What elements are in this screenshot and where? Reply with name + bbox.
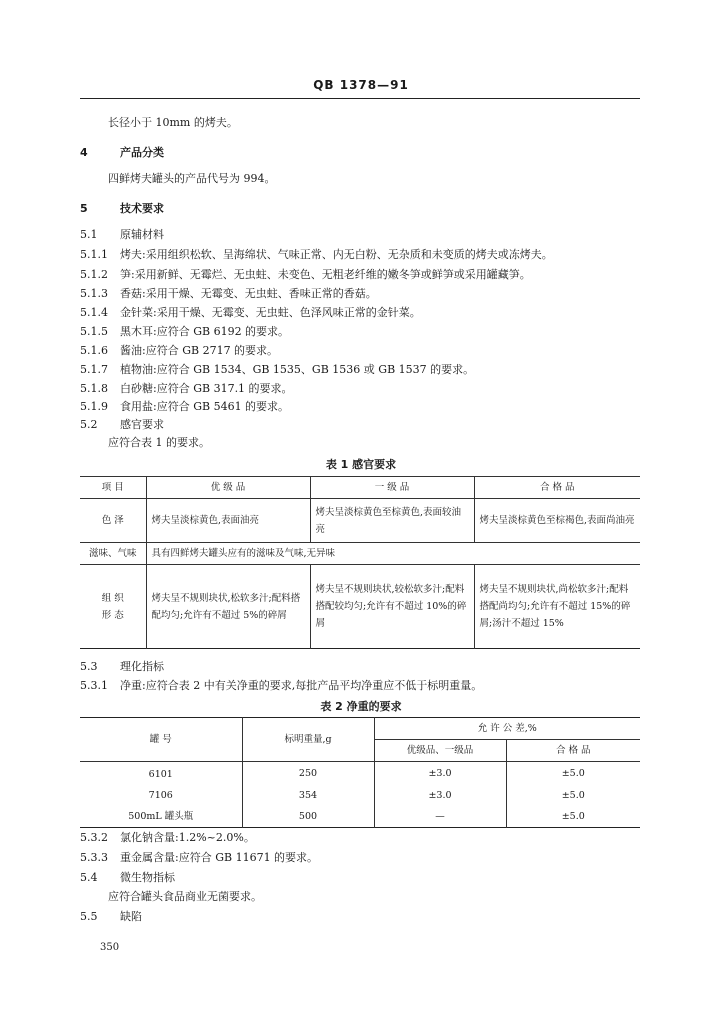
table-row bbox=[80, 499, 640, 543]
table-cell: 烤夫呈不规则块状,较松软多汁;配料搭配较均匀;允许有不超过 10%的碎屑 bbox=[310, 565, 474, 649]
clause-5-3-1: 5.3.1 净重:应符合表 2 中有关净重的要求,每批产品平均净重应不低于标明重量。 bbox=[80, 679, 483, 692]
clause-5-3-3: 5.3.3 重金属含量:应符合 GB 11671 的要求。 bbox=[80, 851, 319, 864]
cell-weight: 250 bbox=[242, 762, 374, 786]
cell-tol1: — bbox=[374, 806, 506, 828]
table-row bbox=[80, 785, 640, 806]
cell-weight: 500 bbox=[242, 806, 374, 828]
table2-caption: 表 2 净重的要求 bbox=[320, 700, 402, 713]
cell-tol2: ±5.0 bbox=[506, 785, 640, 806]
header-qualified: 合 格 品 bbox=[474, 477, 640, 499]
table-cell: 烤夫呈淡棕黄色至棕黄色,表面较油亮 bbox=[310, 499, 474, 543]
table-cell: 烤夫呈淡棕黄色至棕褐色,表面尚油亮 bbox=[474, 499, 640, 543]
clause-5-1-7: 5.1.7 植物油:应符合 GB 1534、GB 1535、GB 1536 或 GB 1537 的要求。 bbox=[80, 363, 475, 376]
cell-tol2: ±5.0 bbox=[506, 806, 640, 828]
clause-5-1-8: 5.1.8 白砂糖:应符合 GB 317.1 的要求。 bbox=[80, 382, 293, 395]
clause-5-1-6: 5.1.6 酱油:应符合 GB 2717 的要求。 bbox=[80, 344, 279, 357]
clause-5-4: 5.4 微生物指标 bbox=[80, 871, 175, 884]
standard-header: QB 1378—91 bbox=[313, 78, 409, 92]
header-tol-qualified: 合 格 品 bbox=[506, 740, 640, 762]
header-tol-premium: 优级品、一级品 bbox=[374, 740, 506, 762]
header-premium: 优 级 品 bbox=[146, 477, 310, 499]
cell-weight: 354 bbox=[242, 785, 374, 806]
clause-5-1-4: 5.1.4 金针菜:采用干燥、无霉变、无虫蛀、色泽风味正常的金针菜。 bbox=[80, 306, 421, 319]
clause-5-1-5: 5.1.5 黑木耳:应符合 GB 6192 的要求。 bbox=[80, 325, 290, 338]
table-header-row bbox=[80, 477, 640, 499]
clause-5-2: 5.2 感官要求 bbox=[80, 418, 164, 431]
text-line: 长径小于 10mm 的烤夫。 bbox=[108, 116, 238, 129]
text-line: 应符合罐头食品商业无菌要求。 bbox=[108, 890, 262, 903]
clause-5-5: 5.5 缺陷 bbox=[80, 910, 142, 923]
clause-5-1-2: 5.1.2 笋:采用新鲜、无霉烂、无虫蛀、未变色、无粗老纤维的嫩冬笋或鲜笋或采用罐藏笋。 bbox=[80, 268, 531, 281]
page-number: 350 bbox=[100, 942, 120, 953]
table-row bbox=[80, 565, 640, 649]
table-cell: 烤夫呈淡棕黄色,表面油亮 bbox=[146, 499, 310, 543]
clause-5-1-3: 5.1.3 香菇:采用干燥、无霉变、无虫蛀、香味正常的香菇。 bbox=[80, 287, 377, 300]
cell-can: 500mL 罐头瓶 bbox=[128, 811, 194, 822]
table-row bbox=[80, 543, 640, 565]
clause-5-1-1: 5.1.1 烤夫:采用组织松软、呈海绵状、气味正常、内无白粉、无杂质和未变质的烤夫或冻烤夫。 bbox=[80, 248, 553, 261]
table-cell: 烤夫呈不规则块状,尚松软多汁;配料搭配尚均匀;允许有不超过 15%的碎屑;汤汁不超过 15% bbox=[474, 565, 640, 649]
section-heading-5: 5 技术要求 bbox=[80, 202, 164, 215]
row-label: 组 织 形 态 bbox=[101, 592, 124, 621]
table1-caption: 表 1 感官要求 bbox=[325, 458, 397, 471]
clause-5-3: 5.3 理化指标 bbox=[80, 660, 164, 673]
header-tolerance: 允 许 公 差,% bbox=[374, 718, 640, 740]
table-cell-merged: 具有四鲜烤夫罐头应有的滋味及气味,无异味 bbox=[146, 543, 640, 565]
cell-tol2: ±5.0 bbox=[506, 762, 640, 786]
cell-can: 7106 bbox=[148, 790, 173, 801]
text-line: 应符合表 1 的要求。 bbox=[108, 436, 210, 449]
table-cell: 烤夫呈不规则块状,松软多汁;配料搭配均匀;允许有不超过 5%的碎屑 bbox=[146, 565, 310, 649]
text-line: 四鲜烤夫罐头的产品代号为 994。 bbox=[108, 172, 276, 185]
header-weight: 标明重量,g bbox=[242, 718, 374, 762]
table-header-row bbox=[80, 718, 640, 740]
header-first-grade: 一 级 品 bbox=[310, 477, 474, 499]
table-sensory bbox=[80, 476, 640, 649]
section-heading-4: 4 产品分类 bbox=[80, 146, 164, 159]
row-label: 滋味、气味 bbox=[88, 548, 137, 559]
clause-5-3-2: 5.3.2 氯化钠含量:1.2%~2.0%。 bbox=[80, 831, 255, 844]
table-row bbox=[80, 762, 640, 786]
clause-5-1: 5.1 原辅材料 bbox=[80, 228, 164, 241]
table-row bbox=[80, 806, 640, 828]
clause-5-1-9: 5.1.9 食用盐:应符合 GB 5461 的要求。 bbox=[80, 400, 290, 413]
table-net-weight bbox=[80, 717, 640, 828]
row-label: 色 泽 bbox=[101, 515, 124, 526]
header-item: 项 目 bbox=[101, 482, 124, 493]
cell-tol1: ±3.0 bbox=[374, 762, 506, 786]
header-rule bbox=[80, 98, 640, 99]
cell-can: 6101 bbox=[148, 769, 173, 780]
cell-tol1: ±3.0 bbox=[374, 785, 506, 806]
header-can: 罐 号 bbox=[80, 718, 242, 762]
